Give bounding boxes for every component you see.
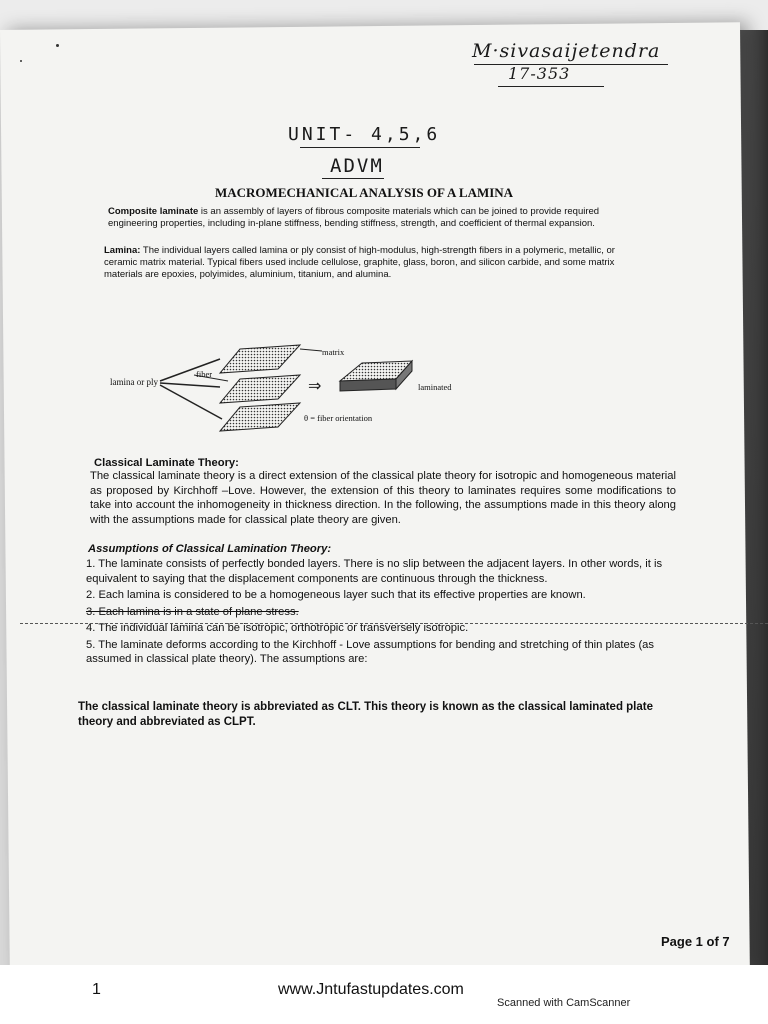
name-underline (474, 64, 668, 65)
handwritten-subject: ADVM (330, 155, 384, 177)
figure-arrow: ⇒ (308, 376, 322, 395)
unit-underline (300, 147, 420, 148)
assumption-item-4: 4. The individual lamina can be isotropic, orthotropic or transversely isotropic. (86, 622, 469, 634)
clt-paragraph: The classical laminate theory is a direct extension of the classical plate theory for isotropic and homogeneous material as proposed by Kirchhoff –Love. However, the extension of this theory to laminates requires some modifications to take into account the inhomogeneity in thickness direction. In the following, the assumptions made in this theory along with the assumptions made for classical plate theory are given. (90, 470, 676, 526)
laminate-side (340, 379, 396, 391)
page-indicator: Page 1 of 7 (661, 934, 730, 949)
dust-speck (56, 44, 59, 47)
assumptions-list (86, 557, 686, 669)
ply-middle (220, 375, 300, 403)
assumption-item-3: 3. Each lamina is in a state of plane stress. (86, 605, 299, 618)
ply-leader-middle (160, 383, 220, 387)
dust-speck (20, 60, 22, 62)
composite-term: Composite laminate (108, 206, 199, 217)
figure-label-laminated: laminated (418, 382, 452, 392)
document-title: MACROMECHANICAL ANALYSIS OF A LAMINA (215, 185, 514, 200)
assumption-item-1: 1. The laminate consists of perfectly bonded layers. There is no slip between the adjacent layers. In other words, it is equivalent to saying that the displacement components are continuous through the thickness. (86, 558, 663, 585)
footer-page-number: 1 (92, 981, 101, 998)
composite-paragraph (108, 206, 648, 230)
handwritten-roll-number: 17-353 (508, 64, 571, 83)
figure-label-matrix: matrix (322, 347, 345, 357)
roll-underline (498, 86, 604, 87)
dashed-fold-line (20, 623, 768, 624)
ply-top (220, 345, 300, 373)
assumptions-heading: Assumptions of Classical Lamination Theory: (88, 543, 332, 555)
ply-leader-bottom (160, 385, 222, 419)
lamina-term: Lamina: (104, 245, 141, 256)
matrix-leader (300, 349, 322, 351)
figure-label-fiber: fiber (196, 369, 213, 379)
handwritten-name: M·sivasaijetendra (472, 40, 661, 62)
assumption-item-5: 5. The laminate deforms according to the Kirchhoff - Love assumptions for bending and stretching of thin plates (as assumed in classical plate theory). The assumptions are: (86, 638, 654, 665)
lamina-figure (100, 335, 460, 445)
figure-label-lamina: lamina or ply (110, 377, 158, 387)
composite-text: is an assembly of layers of fibrous composite materials which can be joined to provide required engineering properties, including in-plane stiffness, bending stiffness, strength, and coefficient of thermal expansion. (108, 206, 600, 229)
assumption-item-2: 2. Each lamina is considered to be a homogeneous layer such that its effective properties are known. (86, 589, 586, 601)
clt-heading: Classical Laminate Theory: (94, 457, 239, 469)
scanner-watermark: Scanned with CamScanner (497, 997, 631, 1009)
subject-underline (322, 178, 384, 179)
figure-label-orientation: θ = fiber orientation (304, 413, 373, 423)
lamina-paragraph (104, 245, 650, 281)
handwritten-unit: UNIT- 4,5,6 (288, 124, 441, 145)
lamina-text: The individual layers called lamina or ply consist of high-modulus, high-strength fibers in a polymeric, metallic, or ceramic matrix material. Typical fibers used include cellulose, graphite, glass, boron, and silicon carbide, and some matrix materials are epoxies, polyimides, aluminium, titanium, and alumina. (104, 245, 615, 280)
footer-url[interactable]: www.Jntufastupdates.com (278, 981, 464, 998)
ply-bottom (220, 403, 300, 431)
clt-abbreviation-paragraph: The classical laminate theory is abbreviated as CLT. This theory is known as the classical laminated plate theory and abbreviated as CLPT. (78, 701, 653, 728)
